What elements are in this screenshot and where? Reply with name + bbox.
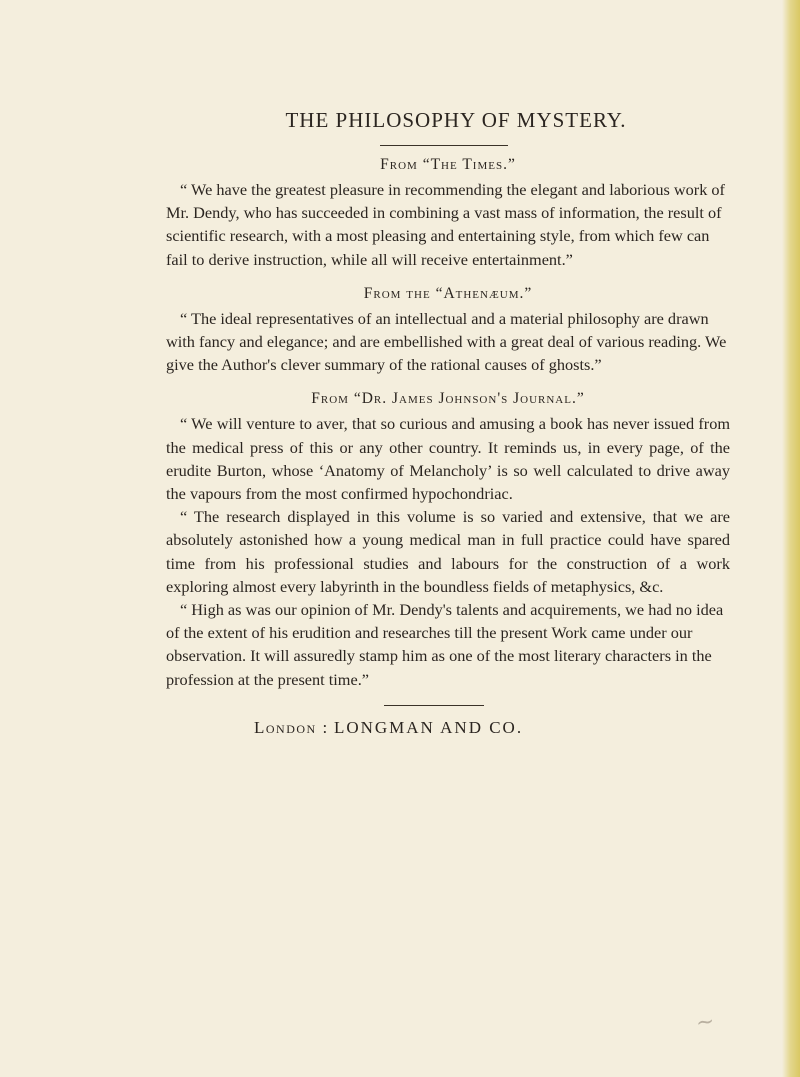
page-title: THE PHILOSOPHY OF MYSTERY. [285,108,627,132]
page-content [166,108,730,738]
title-rule [380,145,508,146]
pencil-mark: ~ [694,1008,717,1037]
imprint-rule [384,705,484,706]
imprint-city: London : [254,717,329,737]
review-text: “ The research displayed in this volume is so varied and extensive, that we are absolutely astonished how a young medical man in full practice could have spared time from his professional studies and labours for the construction of a work exploring almost every labyrinth in the boundless fields of metaphysics, &c. [166,507,730,596]
review-source: From “The Times.” [380,156,516,173]
review-text: “ The ideal representatives of an intellectual and a material philosophy are drawn with fancy and elegance; and are embellished with a great deal of various reading. We give the Author's clever summary of the rational causes of ghosts.” [166,308,727,375]
page-edge [782,0,800,1077]
review-source: From “Dr. James Johnson's Journal.” [311,390,585,408]
review-text: “ We have the greatest pleasure in recommending the elegant and laborious work of Mr. Dendy, who has succeeded in combining a vast mass of information, the result of scientific research, with a most pleasing and entertaining style, from which few can fail to derive instruction, while all will receive entertainment.” [166,180,725,269]
imprint-publisher: LONGMAN AND CO. [333,717,524,737]
review-text: “ We will venture to aver, that so curious and amusing a book has never issued from the medical press of this or any other country. It reminds us, in every page, of the erudite Burton, whose ‘Anatomy of Melancholy’ is so well calculated to drive away the vapours from the most confirmed hypochondriac. [166,414,730,504]
review-athenaeum [166,285,730,377]
imprint [254,718,730,738]
review-text: “ High as was our opinion of Mr. Dendy's talents and acquirements, we had no idea of the extent of his erudition and researches till the present Work came under our observation. It will assuredly stamp him as one of the most literary characters in the profession at the present time.” [166,600,724,689]
review-times [166,156,730,271]
review-source: From the “Athenæum.” [363,284,533,302]
review-johnson [166,390,730,690]
